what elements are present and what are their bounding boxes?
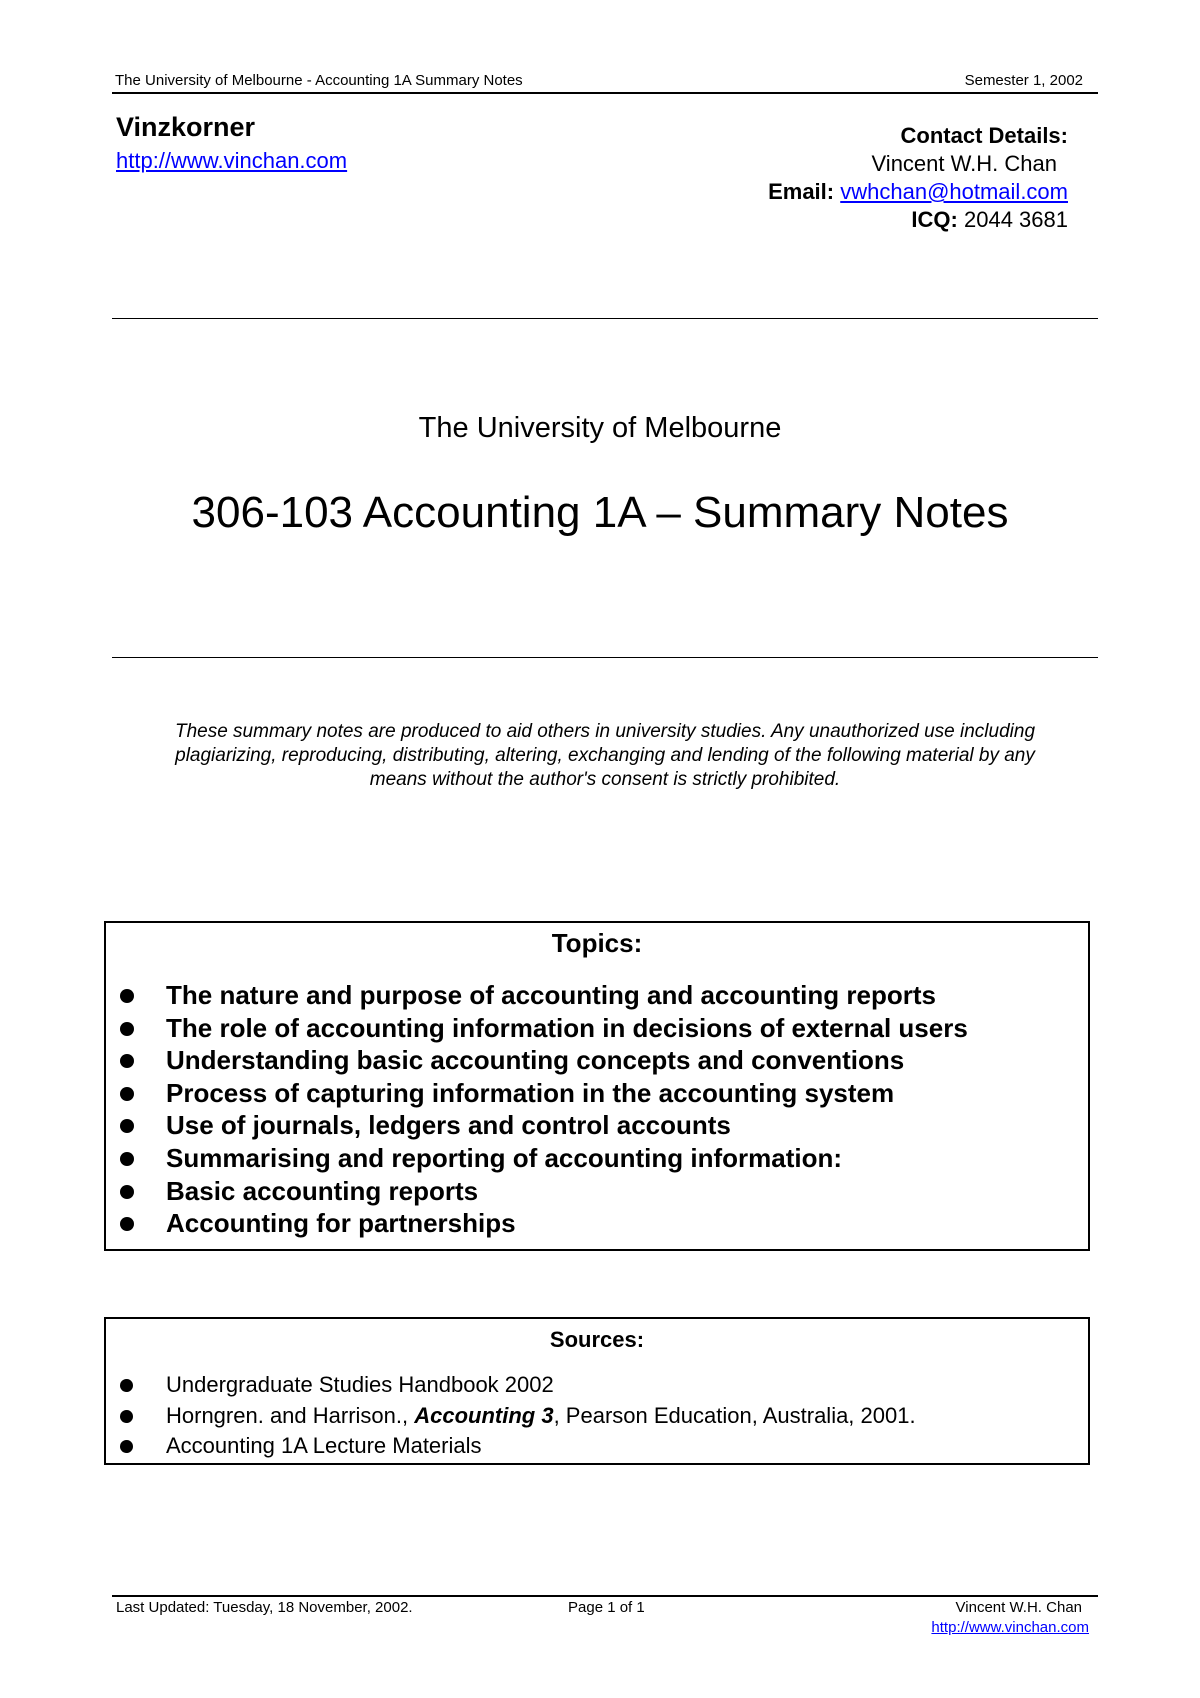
- bullet-icon: [120, 1410, 133, 1423]
- footer-page-number: Page 1 of 1: [568, 1599, 645, 1616]
- email-label: Email:: [768, 179, 835, 204]
- header-course-title: The University of Melbourne - Accounting 1A Summary Notes: [115, 72, 523, 89]
- disclaimer-line: means without the author's consent is strictly prohibited.: [369, 769, 841, 790]
- topic-item: [106, 1142, 1088, 1175]
- header-rule: [112, 92, 1098, 94]
- running-header: [112, 72, 1096, 92]
- sources-list: [106, 1370, 1088, 1462]
- topics-box: [104, 921, 1090, 1251]
- topic-item: [106, 1109, 1088, 1142]
- source-item: [106, 1431, 1088, 1462]
- topic-label: Accounting for partnerships: [166, 1208, 516, 1239]
- topic-label: Basic accounting reports: [166, 1175, 479, 1206]
- contact-email-row: [768, 178, 1068, 206]
- brand-name: Vinzkorner: [116, 112, 256, 142]
- footer-last-updated: Last Updated: Tuesday, 18 November, 2002.: [116, 1599, 413, 1616]
- icq-label: ICQ:: [911, 207, 958, 232]
- bullet-icon: [120, 1185, 134, 1199]
- footer-author: Vincent W.H. Chan: [955, 1599, 1082, 1616]
- bullet-icon: [120, 1379, 133, 1392]
- topics-list: [106, 979, 1088, 1240]
- topic-item: [106, 1207, 1088, 1240]
- contact-heading: Contact Details:: [900, 123, 1068, 148]
- source-item: [106, 1401, 1088, 1432]
- university-name: The University of Melbourne: [418, 412, 782, 444]
- sources-heading: Sources:: [549, 1327, 645, 1352]
- topic-label: Use of journals, ledgers and control accounts: [166, 1110, 731, 1141]
- source-book-title: Accounting 3: [414, 1402, 554, 1428]
- topic-label: Understanding basic accounting concepts and conventions: [166, 1045, 905, 1076]
- bullet-icon: [120, 1217, 134, 1231]
- bullet-icon: [120, 1087, 134, 1101]
- topic-item: [106, 979, 1088, 1012]
- bullet-icon: [120, 1119, 134, 1133]
- disclaimer: [140, 720, 1070, 792]
- bullet-icon: [120, 1440, 133, 1453]
- topics-heading: Topics:: [551, 928, 643, 958]
- topic-item: [106, 1044, 1088, 1077]
- top-divider: [112, 318, 1098, 319]
- topic-item: [106, 1012, 1088, 1045]
- brand-link[interactable]: http://www.vinchan.com: [116, 148, 348, 173]
- topic-item: [106, 1077, 1088, 1110]
- source-label: Undergraduate Studies Handbook 2002: [166, 1372, 554, 1397]
- bullet-icon: [120, 1152, 134, 1166]
- topic-label: Summarising and reporting of accounting information:: [166, 1142, 843, 1173]
- topic-label: The role of accounting information in decisions of external users: [166, 1012, 968, 1043]
- page-title: 306-103 Accounting 1A – Summary Notes: [191, 488, 1009, 537]
- contact-icq-row: [768, 206, 1068, 234]
- footer-link[interactable]: http://www.vinchan.com: [931, 1619, 1089, 1636]
- bullet-icon: [120, 1022, 134, 1036]
- source-label: Accounting 1A Lecture Materials: [166, 1433, 482, 1458]
- topic-label: Process of capturing information in the accounting system: [166, 1077, 895, 1108]
- icq-number: 2044 3681: [964, 207, 1068, 232]
- topic-label: The nature and purpose of accounting and accounting reports: [166, 980, 936, 1010]
- contact-name: Vincent W.H. Chan: [871, 151, 1057, 176]
- bullet-icon: [120, 989, 134, 1003]
- header-semester: Semester 1, 2002: [964, 72, 1083, 89]
- bullet-icon: [120, 1054, 134, 1068]
- source-publisher: , Pearson Education, Australia, 2001.: [553, 1402, 916, 1428]
- contact-details: [768, 122, 1068, 234]
- sources-box: [104, 1317, 1090, 1465]
- email-link[interactable]: vwhchan@hotmail.com: [840, 179, 1068, 204]
- source-authors: Horngren. and Harrison.,: [166, 1402, 415, 1428]
- disclaimer-line: plagiarizing, reproducing, distributing, altering, exchanging and lending of the following material by any: [175, 745, 1035, 766]
- title-divider: [112, 657, 1098, 658]
- topic-item: [106, 1175, 1088, 1208]
- footer-rule: [112, 1595, 1098, 1597]
- disclaimer-line: These summary notes are produced to aid others in university studies. Any unauthorized use including: [174, 721, 1036, 742]
- source-item: [106, 1370, 1088, 1401]
